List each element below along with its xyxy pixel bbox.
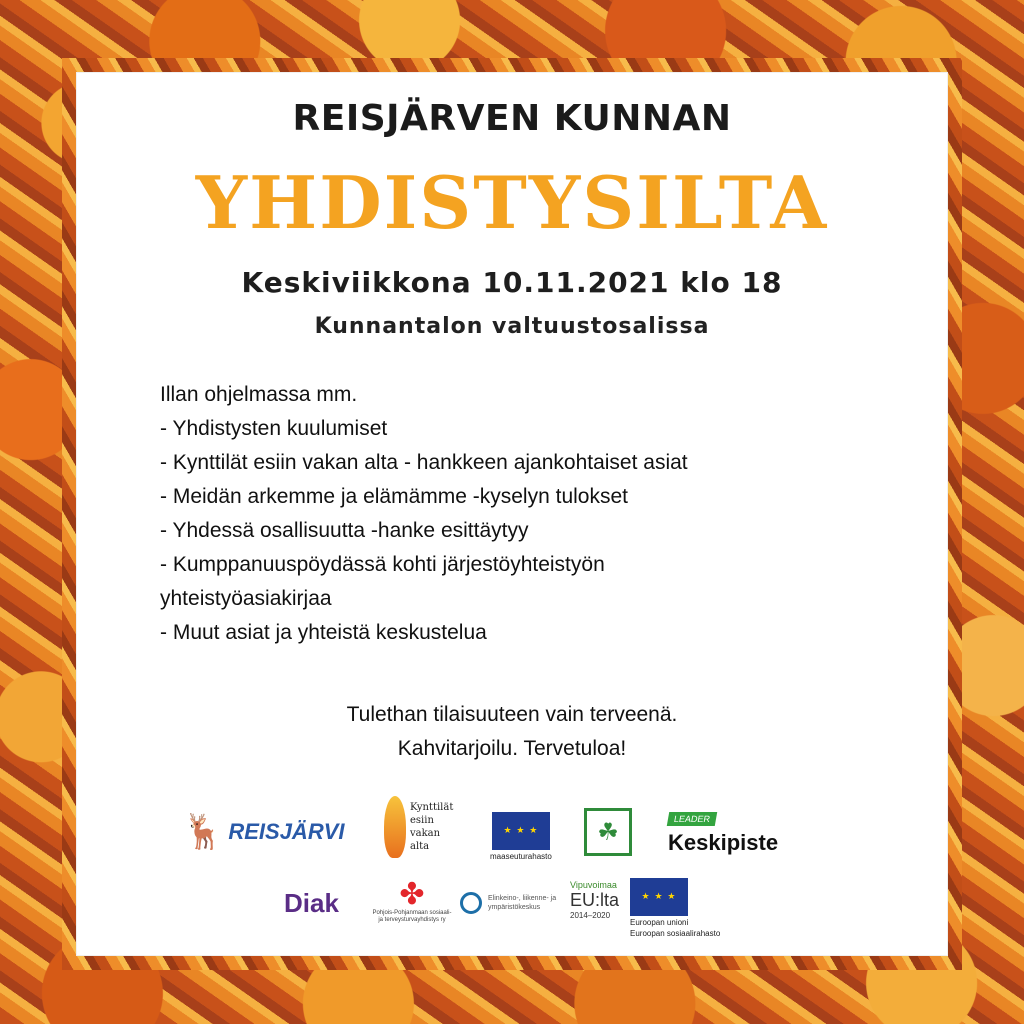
eu-union-caption: Euroopan unioni <box>630 918 689 927</box>
program-item: - Kynttilät esiin vakan alta - hankkeen ajankohtaiset asiat <box>160 451 688 474</box>
eu-sosiaalirahasto-caption: Euroopan sosiaalirahasto <box>630 929 721 938</box>
event-title: YHDISTYSILTA <box>195 160 829 245</box>
leader-icon: ☘ <box>584 808 632 856</box>
flame-icon <box>384 796 406 858</box>
program-item: - Yhdessä osallisuutta -hanke esittäytyy <box>160 519 529 542</box>
eu-maaseuturahasto-logo <box>490 812 552 861</box>
leader-tag: LEADER <box>667 812 717 826</box>
pohjois-pohjanmaan-caption: Pohjois-Pohjanmaan sosiaali- ja terveysturvayhdistys ry <box>372 910 452 923</box>
heart-cross-icon: ✤ <box>399 877 425 912</box>
closing-line-welcome: Kahvitarjoilu. Tervetuloa! <box>397 737 627 760</box>
eu-flag-icon: ★ ★ ★ <box>630 878 688 916</box>
program-item: - Yhdistysten kuulumiset <box>160 417 388 440</box>
closing-line-health: Tulethan tilaisuuteen vain terveenä. <box>346 703 678 726</box>
program-item: - Kumppanuuspöydässä kohti järjestöyhteistyön <box>160 553 605 576</box>
kynttilat-logo <box>384 796 453 858</box>
diak-logo: Diak <box>284 888 339 918</box>
program-list <box>160 378 880 650</box>
deer-icon: 🦌 <box>182 812 225 852</box>
program-item: - Meidän arkemme ja elämämme -kyselyn tulokset <box>160 485 628 508</box>
closing-text <box>0 698 1024 766</box>
leader-logo <box>584 808 632 856</box>
ely-logo <box>460 892 558 914</box>
reisjarvi-logo-text: REISJÄRVI <box>228 819 345 844</box>
ely-caption: Elinkeino-, liikenne- ja ympäristökeskus <box>488 895 557 911</box>
municipality-heading: REISJÄRVEN KUNNAN <box>292 98 732 139</box>
event-date: Keskiviikkona 10.11.2021 klo 18 <box>241 266 783 299</box>
keskipiste-logo <box>668 812 778 856</box>
pohjois-pohjanmaan-logo <box>372 877 452 924</box>
vipuvoimaa-years: 2014–2020 <box>570 911 611 920</box>
kynttilat-logo-text: Kynttilät esiin vakan alta <box>410 802 454 852</box>
ely-icon <box>460 892 482 914</box>
vipuvoimaa-logo <box>570 880 619 920</box>
eu-maaseuturahasto-caption: maaseuturahasto <box>490 852 552 861</box>
keskipiste-text: Keskipiste <box>668 830 779 855</box>
vipuvoimaa-top: Vipuvoimaa <box>570 880 617 890</box>
program-item: - Muut asiat ja yhteistä keskustelua <box>160 621 487 644</box>
event-place: Kunnantalon valtuustosalissa <box>314 314 710 339</box>
eu-flag-icon: ★ ★ ★ <box>492 812 550 850</box>
eu-sosiaalirahasto-logo <box>630 878 720 938</box>
program-intro: Illan ohjelmassa mm. <box>160 383 358 406</box>
program-item-continued: yhteistyöasiakirjaa <box>160 587 332 610</box>
reisjarvi-logo <box>182 812 345 852</box>
vipuvoimaa-mid: EU:lta <box>570 890 620 910</box>
